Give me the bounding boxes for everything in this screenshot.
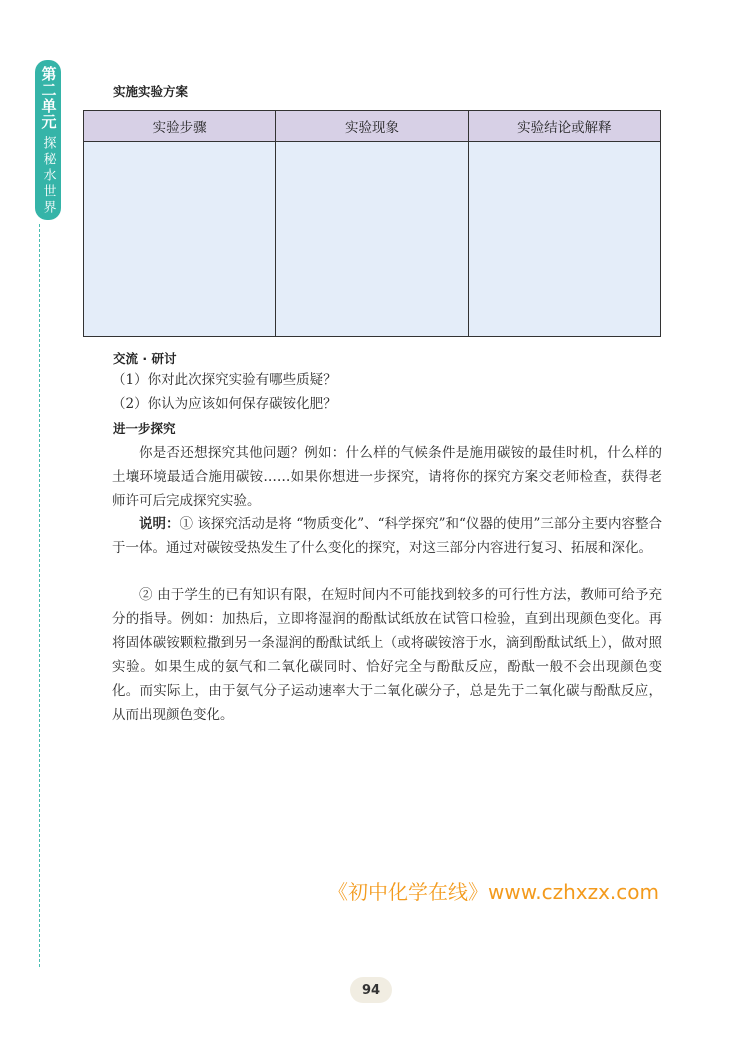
table-row bbox=[84, 142, 661, 337]
plan-title: 实施实验方案 bbox=[113, 84, 189, 99]
watermark-text: 《初中化学在线》www.czhxzx.com bbox=[328, 880, 660, 904]
experiment-plan-table bbox=[83, 110, 661, 337]
unit-theme: 探秘水世界 bbox=[40, 136, 56, 216]
note-label: 说明： bbox=[139, 516, 180, 532]
margin-dashed-line bbox=[39, 224, 40, 967]
note-paragraph-1 bbox=[112, 512, 662, 560]
note-paragraph-2: ② 由于学生的已有知识有限，在短时间内不可能找到较多的可行性方法，教师可给予充分的指导。例如：加热后，立即将湿润的酚酞试纸放在试管口检验，直到出现颜色变化。再将固体碳铵颗粒撒到另一条湿润的酚酞试纸上（或将碳铵溶于水，滴到酚酞试纸上），做对照实验。如果生成的氨气和二氧化碳同时、恰好完全与酚酞反应，酚酞一般不会出现颜色变化。而实际上，由于氨气分子运动速率大于二氧化碳分子，总是先于二氧化碳与酚酞反应，从而出现颜色变化。 bbox=[112, 587, 662, 723]
column-header-conclusion: 实验结论或解释 bbox=[468, 111, 660, 142]
further-heading: 进一步探究 bbox=[113, 421, 176, 436]
conclusion-cell bbox=[468, 142, 660, 337]
unit-label: 第二单元 bbox=[39, 66, 58, 130]
column-header-phenomena: 实验现象 bbox=[276, 111, 468, 142]
further-paragraph: 你是否还想探究其他问题？例如：什么样的气候条件是施用碳铵的最佳时机，什么样的土壤环境最适合施用碳铵……如果你想进一步探究，请将你的探究方案交老师检查，获得老师许可后完成探究实验。 bbox=[112, 445, 662, 509]
question-1: （1）你对此次探究实验有哪些质疑？ bbox=[112, 372, 337, 388]
question-2: （2）你认为应该如何保存碳铵化肥？ bbox=[112, 396, 337, 412]
phenomena-cell bbox=[276, 142, 468, 337]
steps-cell bbox=[84, 142, 276, 337]
discussion-heading: 交流 · 研讨 bbox=[113, 351, 177, 366]
page-number: 94 bbox=[350, 977, 392, 1003]
unit-side-tab bbox=[35, 60, 61, 220]
note-text-1: ① 该探究活动是将 “物质变化”、“科学探究”和“仪器的使用”三部分主要内容整合于一体。通过对碳铵受热发生了什么变化的探究，对这三部分内容进行复习、拓展和深化。 bbox=[112, 516, 663, 556]
table-header-row bbox=[84, 111, 661, 142]
column-header-steps: 实验步骤 bbox=[84, 111, 276, 142]
